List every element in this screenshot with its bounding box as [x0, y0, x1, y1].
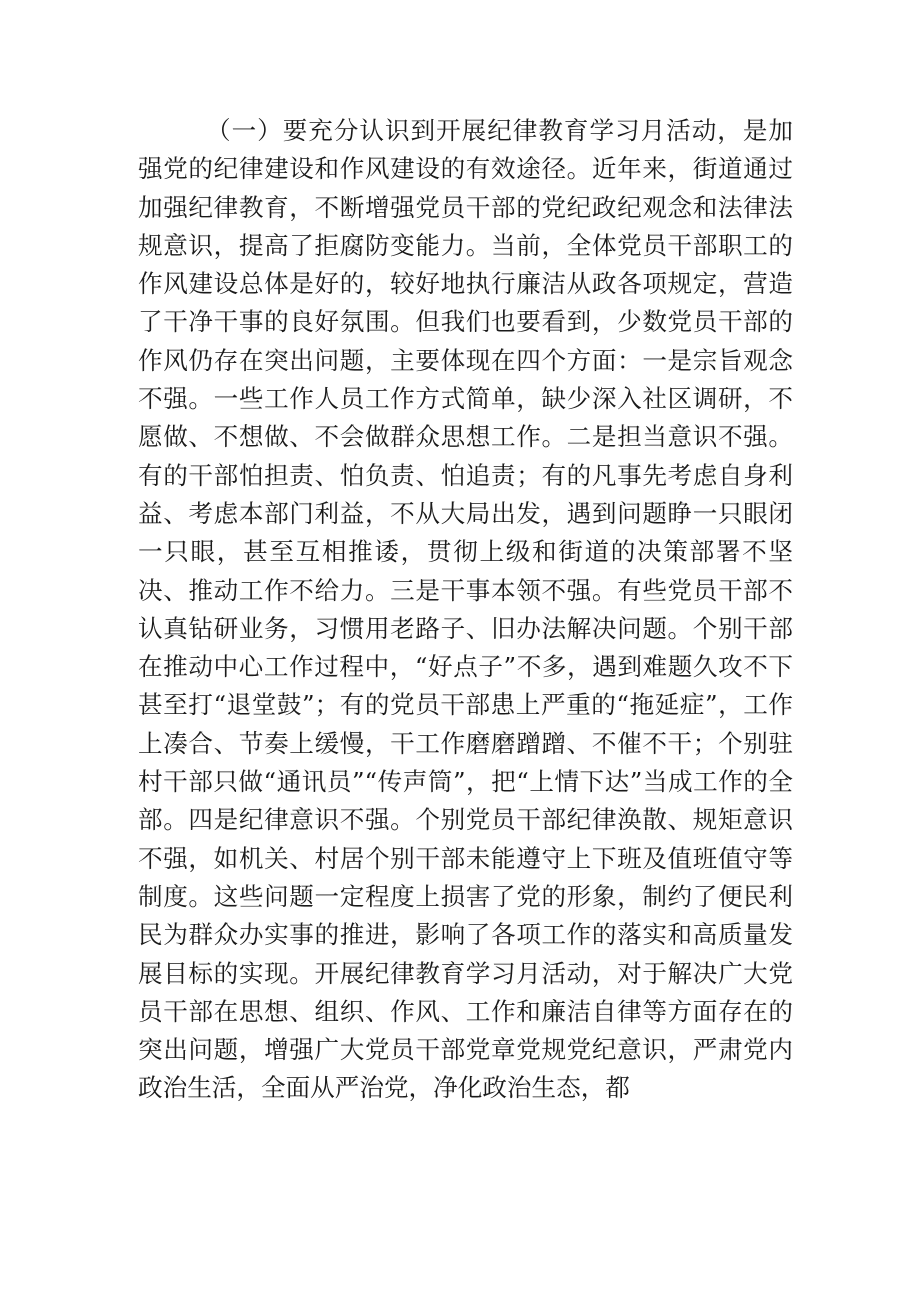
body-paragraph: （一）要充分认识到开展纪律教育学习月活动，是加强党的纪律建设和作风建设的有效途径。近年来，街道通过加强纪律教育，不断增强党员干部的党纪政纪观念和法律法规意识，提高了拒腐防变能力。当前，全体党员干部职工的作风建设总体是好的，较好地执行廉洁从政各项规定，营造了干净干事的良好氛围。但我们也要看到，少数党员干部的作风仍存在突出问题，主要体现在四个方面：一是宗旨观念不强。一些工作人员工作方式简单，缺少深入社区调研，不愿做、不想做、不会做群众思想工作。二是担当意识不强。有的干部怕担责、怕负责、怕追责；有的凡事先考虑自身利益、考虑本部门利益，不从大局出发，遇到问题睁一只眼闭一只眼，甚至互相推诿，贯彻上级和街道的决策部署不坚决、推动工作不给力。三是干事本领不强。有些党员干部不认真钻研业务，习惯用老路子、旧办法解决问题。个别干部在推动中心工作过程中，“好点子”不多，遇到难题久攻不下甚至打“退堂鼓”；有的党员干部患上严重的“拖延症”，工作上凑合、节奏上缓慢，干工作磨磨蹭蹭、不催不干；个别驻村干部只做“通讯员”“传声筒”，把“上情下达”当成工作的全部。四是纪律意识不强。个别党员干部纪律涣散、规矩意识不强，如机关、村居个别干部未能遵守上下班及值班值守等制度。这些问题一定程度上损害了党的形象，制约了便民利民为群众办实事的推进，影响了各项工作的落实和高质量发展目标的实现。开展纪律教育学习月活动，对于解决广大党员干部在思想、组织、作风、工作和廉洁自律等方面存在的突出问题，增强广大党员干部党章党规党纪意识，严肃党内政治生活，全面从严治党，净化政治生态，都	[138, 116, 793, 1103]
